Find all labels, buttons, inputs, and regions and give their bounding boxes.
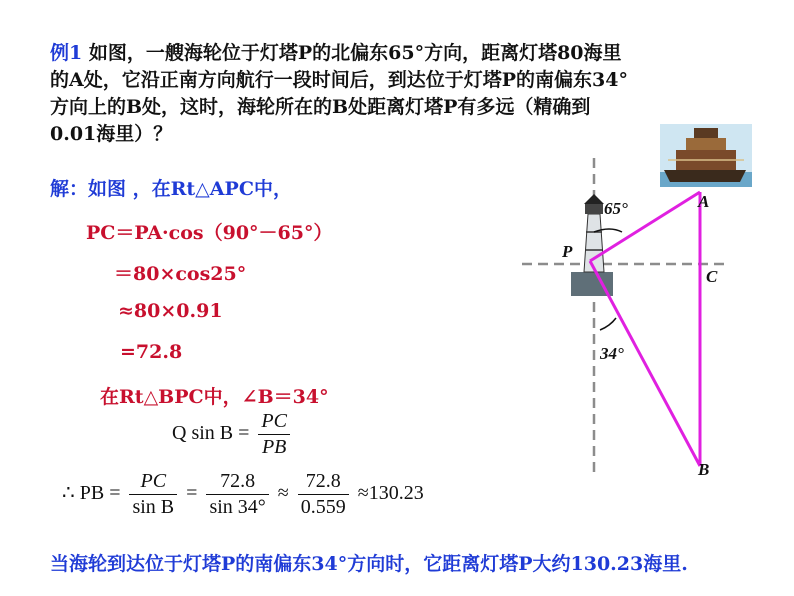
pb-fraction-2-numerator: 72.8 [206,470,268,495]
problem-line-4: 0.01海里）？ [50,123,173,145]
angle-label-34: 34° [600,344,624,363]
problem-line-1: 如图，一艘海轮位于灯塔P的北偏东65°方向，距离灯塔80海里 [82,42,622,64]
pb-fraction-2-denominator: sin 34° [209,496,266,518]
solution-intro: 解：如图 ，在Rt△APC中， [50,178,292,200]
solution-step-1: PC＝PA·cos（90°－65°） [86,222,333,244]
pb-fraction-1-denominator: sin B [132,496,175,518]
conclusion: 当海轮到达位于灯塔P的南偏东34°方向时，它距离灯塔P大约130.23海里. [50,553,688,575]
pb-prefix: ∴ PB = [62,482,121,505]
pb-approx-sign: ≈ [277,482,289,505]
problem-line-3: 方向上的B处，这时，海轮所在的B处距离灯塔P有多远（精确到 [50,96,591,118]
example-tag: 例1 [50,42,83,64]
sine-denominator: PB [261,436,287,458]
sine-numerator: PC [258,410,290,435]
segment-pb [590,261,700,466]
solution-step-4: =72.8 [120,341,183,363]
pb-result: ≈130.23 [357,482,424,505]
angle-label-65: 65° [604,199,628,218]
label-a: A [698,192,710,211]
solution-step-3: ≈80×0.91 [118,300,223,322]
pb-equation: ∴ PB = $\frac{PC}{\text{sin B}}$ = $\frac{72.8}{\sin 34^\circ}$ ≈ $\frac{72.8}{0.559}$ ≈130.23 [62,470,424,518]
ship-illustration [660,124,752,187]
angle-arc-34 [600,318,616,330]
solution-step-5: 在Rt△BPC中，∠B＝34° [100,386,329,408]
label-b: B [698,460,710,479]
pb-fraction-3-numerator: 72.8 [298,470,349,495]
pb-fraction-1-numerator: PC [129,470,177,495]
problem-line-2: 的A处，它沿正南方向航行一段时间后，到达位于灯塔P的南偏东34° [50,69,628,91]
label-p: P [562,242,573,261]
sine-prefix: Q sin B = [172,422,250,445]
label-c: C [706,267,718,286]
solution-step-2: ＝80×cos25° [114,263,247,285]
pb-fraction-3-denominator: 0.559 [300,496,346,518]
